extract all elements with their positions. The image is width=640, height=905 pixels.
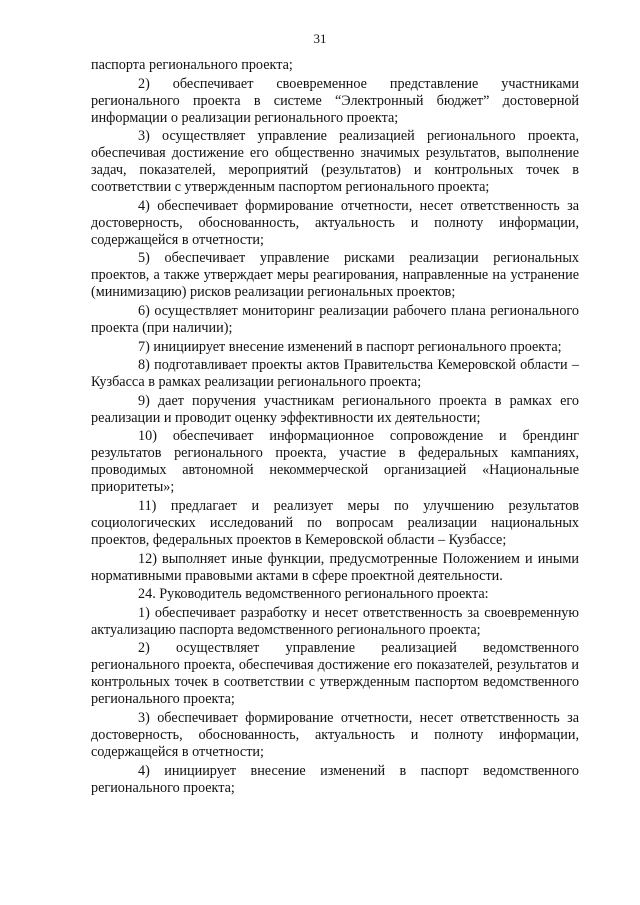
section-heading: 24. Руководитель ведомственного регионального проекта: <box>138 586 489 603</box>
paragraph: 12) выполняет иные функции, предусмотренные Положением и иными нормативными правовыми актами в сфере проектной деятельности. <box>91 550 579 584</box>
paragraph: 5) обеспечивает управление рисками реализации региональных проектов, а также утверждает меры реагирования, направленные на устранение (минимизацию) рисков реализации региональных проектов; <box>91 250 579 301</box>
document-body <box>91 57 579 798</box>
paragraph: 1) обеспечивает разработку и несет ответственность за своевременную актуализацию паспорта ведомственного регионального проекта; <box>91 604 579 638</box>
paragraph: 4) обеспечивает формирование отчетности, несет ответственность за достоверность, обоснованность, актуальность и полноту информации, содержащейся в отчетности; <box>91 197 579 248</box>
paragraph: 6) осуществляет мониторинг реализации рабочего плана регионального проекта (при наличии); <box>91 302 579 336</box>
paragraph: 9) дает поручения участникам регионального проекта в рамках его реализации и проводит оценку эффективности их деятельности; <box>91 392 579 426</box>
paragraph: 4) инициирует внесение изменений в паспорт ведомственного регионального проекта; <box>91 762 579 796</box>
paragraph: 7) инициирует внесение изменений в паспорт регионального проекта; <box>138 338 562 355</box>
paragraph: 3) обеспечивает формирование отчетности, несет ответственность за достоверность, обоснованность, актуальность и полноту информации, содержащейся в отчетности; <box>91 709 579 760</box>
paragraph: 11) предлагает и реализует меры по улучшению результатов социологических исследований по вопросам реализации национальных проектов, федеральных проектов в Кемеровской области – Кузбассе; <box>91 497 579 548</box>
page-number: 31 <box>313 31 327 46</box>
paragraph: 3) осуществляет управление реализацией регионального проекта, обеспечивая достижение его общественно значимых результатов, выполнение задач, показателей, мероприятий (результатов) и контрольных точек в соответствии с утвержденным паспортом регионального проекта; <box>91 128 579 196</box>
paragraph: 10) обеспечивает информационное сопровождение и брендинг результатов регионального проекта, участие в федеральных кампаниях, проводимых автономной некоммерческой организацией «Национальные приоритеты»; <box>91 428 579 496</box>
paragraph: паспорта регионального проекта; <box>91 57 293 73</box>
paragraph: 8) подготавливает проекты актов Правительства Кемеровской области – Кузбасса в рамках реализации регионального проекта; <box>91 357 579 391</box>
paragraph: 2) осуществляет управление реализацией ведомственного регионального проекта, обеспечивая достижение его показателей, результатов и контрольных точек в соответствии с утвержденным паспортом ведомственного регионального проекта; <box>91 640 579 708</box>
paragraph: 2) обеспечивает своевременное представление участниками регионального проекта в системе “Электронный бюджет” достоверной информации о реализации регионального проекта; <box>91 75 579 126</box>
